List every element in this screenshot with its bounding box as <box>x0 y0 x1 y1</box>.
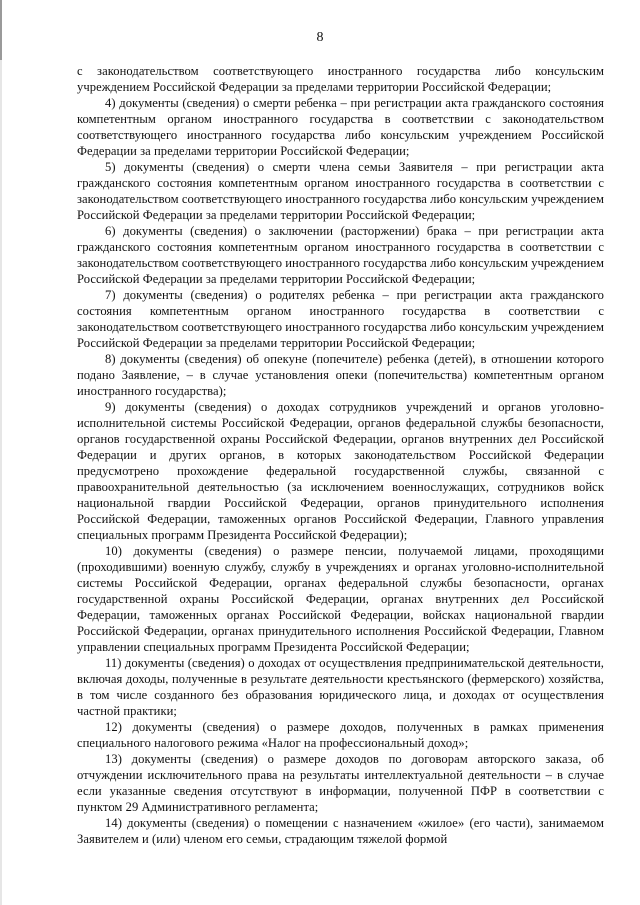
paragraph-item-12: 12) документы (сведения) о размере доходов, полученных в рамках применения специального налогового режима «Налог на профессиональный доход»; <box>77 720 604 750</box>
paragraph-item-11: 11) документы (сведения) о доходах от осуществления предпринимательской деятельности, включая доходы, полученные в результате деятельности крестьянского (фермерского) хозяйства, в том числе созданного без образования юридического лица, и доходах от осуществления частной практики; <box>77 656 604 718</box>
paragraph-item-13: 13) документы (сведения) о размере доходов по договорам авторского заказа, об отчуждении исключительного права на результаты интеллектуальной деятельности – в случае если указанные сведения отсутствуют в информации, полученной ПФР в соответствии с пунктом 29 Административного регламента; <box>77 752 604 814</box>
paragraph-item-6: 6) документы (сведения) о заключении (расторжении) брака – при регистрации акта гражданского состояния компетентным органом иностранного государства в соответствии с законодательством соответствующего иностранного государства либо консульским учреждением Российской Федерации за пределами территории Российской Федерации; <box>77 224 604 286</box>
paragraph-item-8: 8) документы (сведения) об опекуне (попечителе) ребенка (детей), в отношении которого подано Заявление, – в случае установления опеки (попечительства) компетентным органом иностранного государства); <box>77 352 604 398</box>
paragraph-item-10: 10) документы (сведения) о размере пенсии, получаемой лицами, проходящими (проходившими) военную службу, службу в учреждениях и органах уголовно-исполнительной системы Российской Федерации, органах федеральной службы безопасности, органах государственной охраны Российской Федерации, органах внутренних дел Российской Федерации, таможенных органах Российской Федерации, войсках национальной гвардии Российской Федерации, органах принудительного исполнения Российской Федерации, Главном управлении специальных программ Президента Российской Федерации; <box>77 544 604 654</box>
document-body <box>77 63 604 847</box>
paragraph-item-7: 7) документы (сведения) о родителях ребенка – при регистрации акта гражданского состояния компетентным органом иностранного государства в соответствии с законодательством соответствующего иностранного государства либо консульским учреждением Российской Федерации за пределами территории Российской Федерации; <box>77 288 604 350</box>
paragraph-item-4: 4) документы (сведения) о смерти ребенка – при регистрации акта гражданского состояния компетентным органом иностранного государства в соответствии с законодательством соответствующего иностранного государства либо консульским учреждением Российской Федерации за пределами территории Российской Федерации; <box>77 96 604 158</box>
paragraph-item-14: 14) документы (сведения) о помещении с назначением «жилое» (его части), занимаемом Заявителем и (или) членом его семьи, страдающим тяжелой формой <box>77 816 604 846</box>
paragraph-continuation: с законодательством соответствующего иностранного государства либо консульским учреждением Российской Федерации за пределами территории Российской Федерации; <box>77 64 604 94</box>
paragraph-item-9: 9) документы (сведения) о доходах сотрудников учреждений и органов уголовно-исполнительной системы Российской Федерации, органов федеральной службы безопасности, органов государственной охраны Российской Федерации, органов внутренних дел Российской Федерации и других органов, в которых законодательством Российской Федерации предусмотрено прохождение федеральной государственной службы, связанной с правоохранительной деятельностью (за исключением военнослужащих, сотрудников войск национальной гвардии Российской Федерации, органов принудительного исполнения Российской Федерации, таможенных органов Российской Федерации, Главного управления специальных программ Президента Российской Федерации); <box>77 400 604 542</box>
page-number: 8 <box>316 30 324 45</box>
paragraph-item-5: 5) документы (сведения) о смерти члена семьи Заявителя – при регистрации акта гражданского состояния компетентным органом иностранного государства в соответствии с законодательством соответствующего иностранного государства либо консульским учреждением Российской Федерации за пределами территории Российской Федерации; <box>77 160 604 222</box>
scan-edge <box>0 0 2 905</box>
